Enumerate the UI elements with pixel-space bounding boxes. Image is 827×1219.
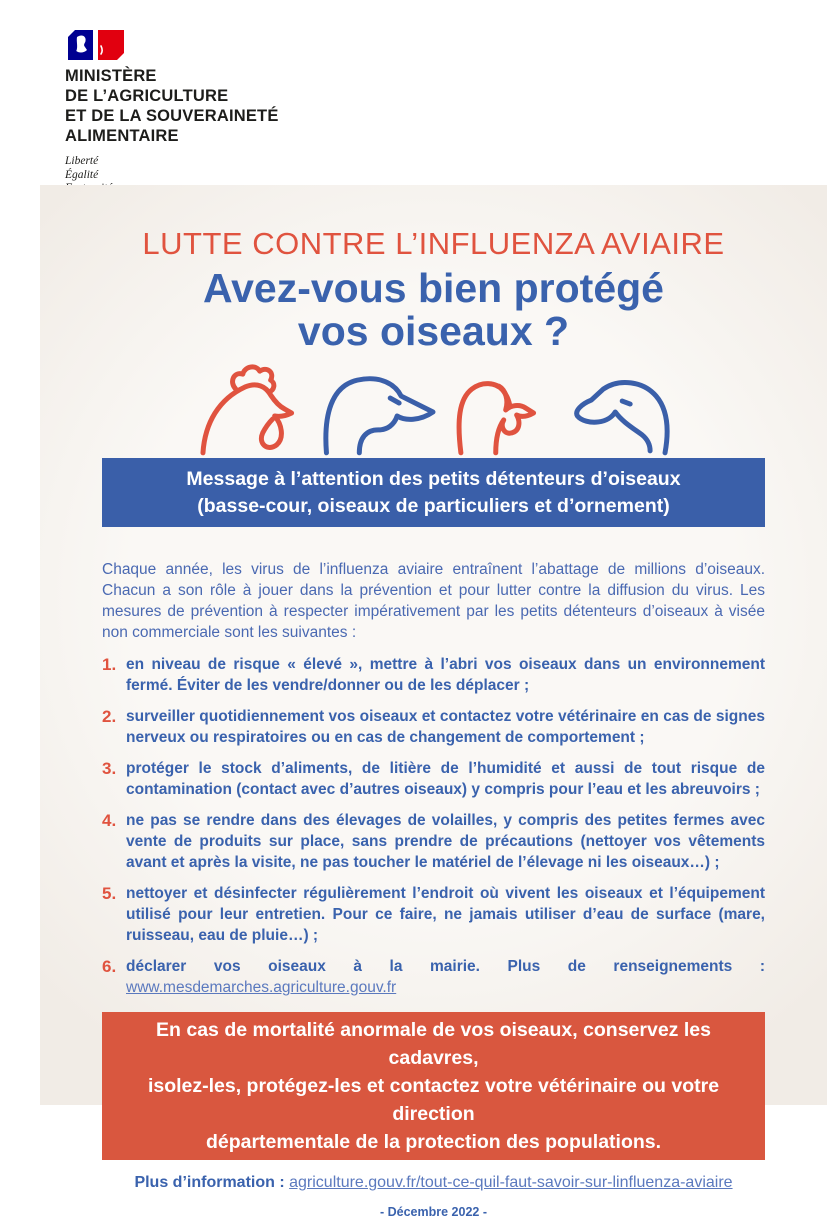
motto-line: Égalité [65, 168, 99, 181]
goose-icon [325, 379, 432, 453]
alert-banner-line: départementale de la protection des populations. [205, 1131, 662, 1153]
ministry-name-line: MINISTÈRE [65, 67, 157, 85]
list-item-number: 3. [102, 759, 117, 778]
list-item [102, 706, 765, 748]
list-item-text: surveiller quotidiennement vos oiseaux et contactez votre vétérinaire en cas de signes nerveux ou respiratoires ou en cas de changement de comportement ; [126, 708, 765, 746]
alert-banner-line: isolez-les, protégez-les et contactez votre vétérinaire ou votre direction [147, 1075, 720, 1125]
ministry-name-line: ET DE LA SOUVERAINETÉ [65, 107, 279, 125]
list-item-text: protéger le stock d’aliments, de litière de l’humidité et aussi de tout risque de contamination (contact avec d’autres oiseaux) y compris pour l’eau et les abreuvoirs ; [126, 760, 765, 798]
list-item-text-prefix: déclarer vos oiseaux à la mairie. Plus de renseignements : [126, 958, 765, 975]
page-title-line: vos oiseaux ? [297, 308, 570, 354]
list-item-number: 6. [102, 957, 117, 976]
publication-date: - Décembre 2022 - [379, 1205, 487, 1219]
ministry-name-line: ALIMENTAIRE [65, 127, 179, 145]
list-item-number: 4. [102, 811, 117, 830]
list-item [102, 883, 765, 946]
poster-panel [40, 185, 827, 1219]
bird-illustrations [40, 359, 827, 459]
list-item-text: en niveau de risque « élevé », mettre à l’abri vos oiseaux dans un environnement fermé. Éviter de les vendre/donner ou de les déplacer ; [126, 656, 765, 694]
agriculture-gouv-link[interactable]: agriculture.gouv.fr/tout-ce-quil-faut-savoir-sur-linfluenza-aviaire [289, 1174, 733, 1191]
audience-banner-line: (basse-cour, oiseaux de particuliers et d’ornement) [197, 494, 670, 517]
audience-banner-line: Message à l’attention des petits détenteurs d’oiseaux [186, 467, 681, 490]
list-item-text: nettoyer et désinfecter régulièrement l’endroit où vivent les oiseaux et l’équipement utilisé pour leur entretien. Pour ce faire, ne jamais utiliser d’eau de surface (mare, ruisseau, eau de pluie…) ; [126, 885, 765, 944]
ministry-name [65, 66, 365, 146]
audience-banner [102, 458, 765, 527]
duck-icon [576, 383, 666, 453]
page-title [40, 267, 827, 353]
more-info-line [40, 1173, 827, 1193]
ministry-name-line: DE L’AGRICULTURE [65, 87, 229, 105]
intro-paragraph: Chaque année, les virus de l’influenza aviaire entraînent l’abattage de millions d’oiseaux. Chacun a son rôle à jouer dans la prévention et pour lutter contre la diffusion du virus. Les mesures de prévention à respecter impérativement par les petits détenteurs d’oiseaux à visée non commerciale sont les suivantes : [102, 561, 765, 641]
motto-line: Liberté [65, 155, 99, 167]
list-item-text: ne pas se rendre dans des élevages de volailles, y compris des petites fermes avec vente de produits sur place, sans prendre de précautions (nettoyer vos vêtements avant et après la visite, ne pas toucher le matériel de l’élevage ni les oiseaux…) ; [126, 812, 765, 871]
list-item [102, 654, 765, 696]
turkey-icon [459, 384, 534, 453]
page-title-line: Avez-vous bien protégé [203, 265, 664, 311]
alert-banner-line: En cas de mortalité anormale de vos oiseaux, conservez les cadavres, [156, 1019, 711, 1069]
list-item-number: 5. [102, 884, 117, 903]
bird-illustrations-svg [195, 359, 673, 459]
campaign-kicker: LUTTE CONTRE L’INFLUENZA AVIAIRE [142, 226, 725, 261]
rooster-icon [202, 367, 291, 453]
measures-list [102, 654, 765, 998]
list-item [102, 758, 765, 800]
mortality-alert-banner [102, 1012, 765, 1160]
list-item-number: 1. [102, 655, 117, 674]
mesdemarches-link[interactable]: www.mesdemarches.agriculture.gouv.fr [126, 979, 397, 996]
list-item [102, 956, 765, 998]
more-info-label: Plus d’information : [134, 1174, 285, 1191]
marianne-flag-logo [65, 28, 127, 62]
list-item-number: 2. [102, 707, 117, 726]
government-logo-block [65, 28, 365, 196]
list-item [102, 810, 765, 873]
list-item-text [126, 956, 765, 998]
